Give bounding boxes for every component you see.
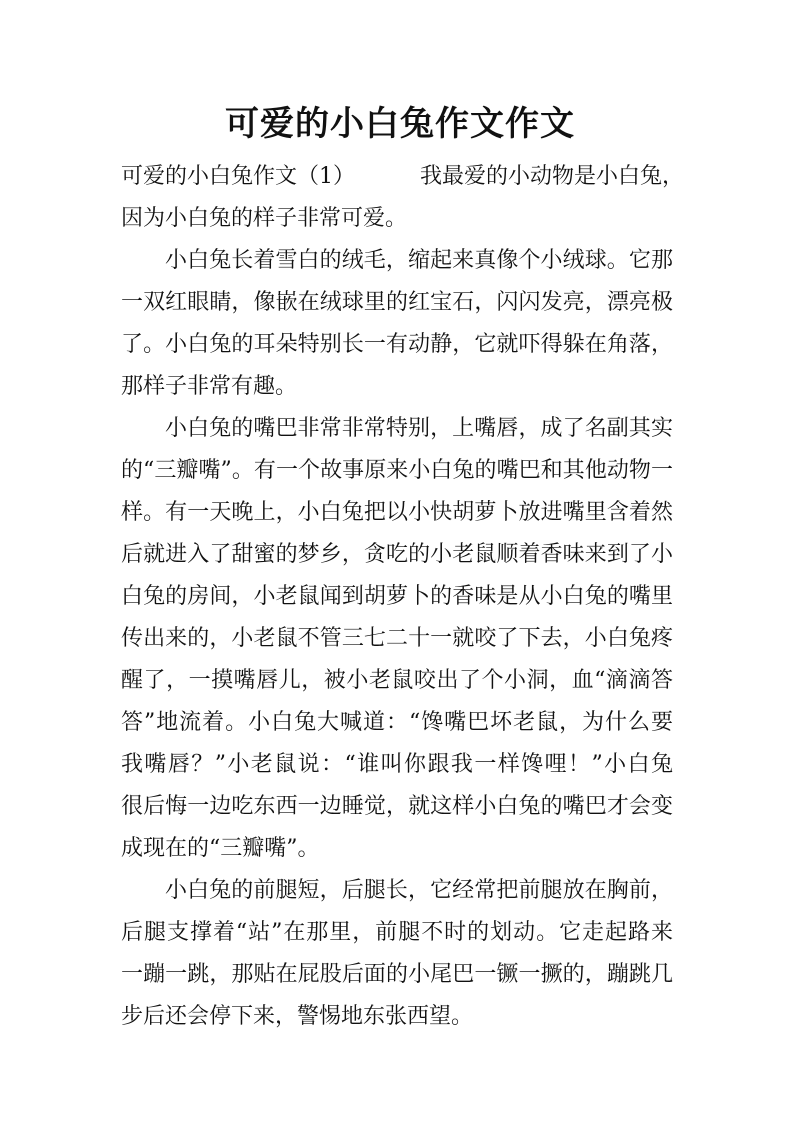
text-line: 一双红眼睛，像嵌在绒球里的红宝石，闪闪发亮，漂亮极 bbox=[121, 290, 673, 315]
text-line: 很后悔一边吃东西一边睡觉，就这样小白兔的嘴巴才会变 bbox=[121, 794, 673, 819]
text-line: 一蹦一跳，那贴在屁股后面的小尾巴一镢一撅的，蹦跳几 bbox=[121, 962, 673, 987]
text-line: 了。小白兔的耳朵特别长一有动静，它就吓得躲在角落， bbox=[121, 332, 673, 357]
text-line: 的“三瓣嘴”。有一个故事原来小白兔的嘴巴和其他动物一 bbox=[121, 458, 673, 483]
text-line: 我嘴唇？”小老鼠说：“谁叫你跟我一样馋哩！”小白兔 bbox=[121, 752, 673, 777]
text-line: 小白兔的嘴巴非常非常特别，上嘴唇，成了名副其实 bbox=[165, 416, 673, 441]
document-body bbox=[121, 156, 685, 1038]
essay-heading: 可爱的小白兔作文（1） bbox=[121, 164, 355, 189]
text-line: 传出来的，小老鼠不管三七二十一就咬了下去，小白兔疼 bbox=[121, 626, 673, 651]
text-line: 答”地流着。小白兔大喊道：“馋嘴巴坏老鼠，为什么要 bbox=[121, 710, 673, 735]
text-line: 那样子非常有趣。 bbox=[121, 374, 298, 399]
text-line: 醒了，一摸嘴唇儿，被小老鼠咬出了个小洞，血“滴滴答 bbox=[121, 668, 673, 693]
document-title: 可爱的小白兔作文作文 bbox=[225, 104, 575, 144]
text-line: 步后还会停下来，警惕地东张西望。 bbox=[121, 1004, 474, 1029]
text-line: 白兔的房间，小老鼠闻到胡萝卜的香味是从小白兔的嘴里 bbox=[121, 584, 673, 609]
text-line: 小白兔长着雪白的绒毛，缩起来真像个小绒球。它那 bbox=[165, 248, 673, 273]
paragraph-1-line-1 bbox=[121, 156, 685, 198]
text-line: 我最爱的小动物是小白兔， bbox=[420, 164, 685, 189]
text-line: 小白兔的前腿短，后腿长，它经常把前腿放在胸前， bbox=[165, 878, 673, 903]
text-line: 样。有一天晚上，小白兔把以小快胡萝卜放进嘴里含着然 bbox=[121, 500, 673, 525]
text-line: 因为小白兔的样子非常可爱。 bbox=[121, 206, 408, 231]
text-line: 后腿支撑着“站”在那里，前腿不时的划动。它走起路来 bbox=[121, 920, 673, 945]
text-line: 后就进入了甜蜜的梦乡，贪吃的小老鼠顺着香味来到了小 bbox=[121, 542, 673, 567]
text-line: 成现在的“三瓣嘴”。 bbox=[121, 836, 320, 861]
